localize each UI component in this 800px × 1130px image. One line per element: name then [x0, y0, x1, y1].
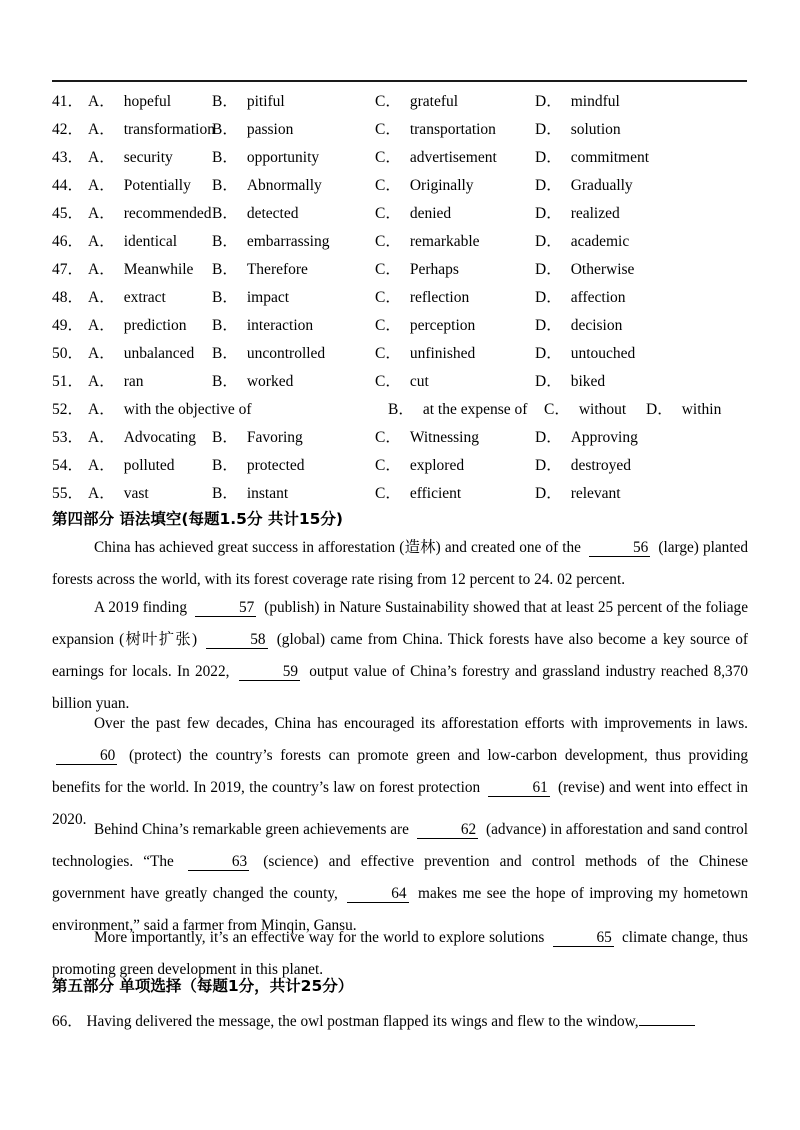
mcq-option-D[interactable]	[535, 368, 605, 396]
option-letter-A: A．	[88, 317, 115, 334]
option-letter-B: B．	[212, 233, 238, 250]
mcq-option-A[interactable]	[88, 88, 171, 116]
header-divider	[52, 80, 747, 82]
option-letter-D: D．	[535, 457, 562, 474]
paragraph-4-text-part-4: makes me see the hope of improving my hometown environment,” said a farmer from Minqin, Gansu.	[52, 885, 749, 934]
mcq-option-A[interactable]	[88, 452, 175, 480]
option-text-D: academic	[570, 233, 630, 250]
option-letter-B: B．	[212, 121, 238, 138]
mcq-row	[0, 200, 800, 228]
option-letter-D: D．	[535, 345, 562, 362]
option-letter-B: B．	[212, 429, 238, 446]
mcq-option-B[interactable]	[212, 200, 298, 228]
option-letter-A: A．	[88, 485, 115, 502]
option-text-D: solution	[570, 121, 621, 138]
blank-65[interactable]: 65	[553, 930, 614, 947]
cloze-paragraph-2	[52, 592, 748, 720]
question-number: 45．	[52, 205, 84, 222]
mcq-row	[0, 144, 800, 172]
option-text-C: grateful	[409, 93, 459, 110]
blank-56[interactable]: 56	[589, 540, 650, 557]
option-letter-B: B．	[212, 373, 238, 390]
mcq-row	[0, 480, 800, 508]
mcq-option-C[interactable]	[375, 284, 469, 312]
option-text-A: prediction	[123, 317, 187, 334]
option-text-D: decision	[570, 317, 623, 334]
option-text-B: detected	[246, 205, 299, 222]
paragraph-2-text-part-3: (global) came from China. Thick forests have also become a key source of earnings for locals. In 2022,	[52, 631, 748, 680]
question-number: 53．	[52, 429, 84, 446]
mcq-row	[0, 396, 800, 424]
option-text-C: perception	[409, 317, 476, 334]
option-letter-A: A．	[88, 373, 115, 390]
option-letter-A: A．	[88, 149, 115, 166]
option-text-B: opportunity	[246, 149, 320, 166]
mcq-option-B[interactable]	[212, 424, 303, 452]
mcq-option-A[interactable]	[88, 116, 215, 144]
question-number: 55．	[52, 485, 84, 502]
option-text-A: unbalanced	[123, 345, 195, 362]
mcq-option-B[interactable]	[212, 312, 313, 340]
option-letter-D: D．	[535, 429, 562, 446]
option-letter-C: C．	[375, 373, 401, 390]
mcq-option-D[interactable]	[535, 340, 635, 368]
blank-58[interactable]: 58	[206, 632, 267, 649]
option-letter-A: A．	[88, 233, 115, 250]
question-number: 54．	[52, 457, 84, 474]
option-text-B: uncontrolled	[246, 345, 326, 362]
option-letter-B: B．	[212, 457, 238, 474]
mcq-option-D[interactable]	[535, 480, 621, 508]
mcq-row	[0, 228, 800, 256]
mcq-option-C[interactable]	[375, 424, 479, 452]
multiple-choice-options-block	[0, 88, 800, 508]
option-letter-A: A．	[88, 429, 115, 446]
option-text-B: at the expense of	[422, 401, 528, 418]
option-text-C: transportation	[409, 121, 496, 138]
question-66-text: Having delivered the message, the owl postman flapped its wings and flew to the window,	[86, 1013, 639, 1030]
option-letter-D: D．	[535, 317, 562, 334]
mcq-option-A[interactable]	[88, 228, 177, 256]
mcq-option-B[interactable]	[388, 396, 527, 424]
option-letter-A: A．	[88, 261, 115, 278]
question-number: 42．	[52, 121, 84, 138]
question-66	[52, 1008, 752, 1036]
option-text-D: commitment	[570, 149, 650, 166]
option-text-D: biked	[570, 373, 606, 390]
mcq-option-C[interactable]	[375, 144, 497, 172]
mcq-option-C[interactable]	[375, 368, 429, 396]
option-text-A: security	[123, 149, 173, 166]
mcq-row	[0, 88, 800, 116]
mcq-option-C[interactable]	[375, 452, 464, 480]
option-letter-B: B．	[212, 177, 238, 194]
paragraph-4-text-part-1: Behind China’s remarkable green achievements are	[94, 821, 409, 838]
paragraph-1-text-part-1: China has achieved great success in afforestation (造林) and created one of the	[94, 539, 581, 556]
option-text-A: vast	[123, 485, 149, 502]
option-letter-A: A．	[88, 289, 115, 306]
paragraph-3-text-part-2: (protect) the country’s forests can promote green and low-carbon development, thus providing benefits for the world. In 2019, the country’s law on forest protection	[52, 747, 748, 796]
option-text-B: Abnormally	[246, 177, 322, 194]
option-text-C: efficient	[409, 485, 462, 502]
option-letter-C: C．	[375, 429, 401, 446]
mcq-option-B[interactable]	[212, 144, 319, 172]
mcq-option-C[interactable]	[375, 228, 480, 256]
mcq-row	[0, 116, 800, 144]
mcq-option-C[interactable]	[375, 88, 458, 116]
option-letter-B: B．	[212, 485, 238, 502]
option-text-C: reflection	[409, 289, 470, 306]
mcq-option-C[interactable]	[375, 480, 461, 508]
paragraph-4-text-part-2: (advance) in afforestation and sand control technologies. “The	[52, 821, 749, 870]
question-number: 47．	[52, 261, 84, 278]
mcq-option-A[interactable]	[88, 396, 252, 424]
option-text-A: extract	[123, 289, 166, 306]
blank-59[interactable]: 59	[239, 664, 300, 681]
option-text-D: realized	[570, 205, 620, 222]
paragraph-3-text-part-3: (revise) and went into effect in 2020.	[52, 779, 748, 828]
mcq-row	[0, 312, 800, 340]
option-letter-C: C．	[375, 345, 401, 362]
paragraph-2-text-part-2: (publish) in Nature Sustainability showed that at least 25 percent of the foliage expansion (树叶扩张)	[52, 599, 748, 648]
blank-64[interactable]: 64	[347, 886, 408, 903]
option-letter-A: A．	[88, 177, 115, 194]
option-text-A: recommended	[123, 205, 212, 222]
mcq-row	[0, 368, 800, 396]
option-text-A: identical	[123, 233, 178, 250]
mcq-option-B[interactable]	[212, 340, 325, 368]
option-text-C: explored	[409, 457, 465, 474]
option-letter-B: B．	[212, 317, 238, 334]
option-letter-A: A．	[88, 345, 115, 362]
option-letter-D: D．	[535, 177, 562, 194]
option-letter-D: D．	[535, 205, 562, 222]
option-text-B: worked	[246, 373, 294, 390]
mcq-option-C[interactable]	[375, 200, 451, 228]
mcq-option-A[interactable]	[88, 172, 191, 200]
option-letter-A: A．	[88, 401, 115, 418]
mcq-option-D[interactable]	[535, 200, 620, 228]
mcq-row	[0, 452, 800, 480]
option-letter-D: D．	[535, 289, 562, 306]
option-text-B: instant	[246, 485, 289, 502]
option-letter-B: B．	[212, 93, 238, 110]
mcq-option-B[interactable]	[212, 452, 305, 480]
option-text-C: cut	[409, 373, 429, 390]
option-letter-D: D．	[535, 149, 562, 166]
option-text-D: Otherwise	[570, 261, 635, 278]
paragraph-4-text-part-3: (science) and effective prevention and control methods of the Chinese government have greatly changed the county,	[52, 853, 748, 902]
mcq-option-A[interactable]	[88, 368, 144, 396]
option-letter-C: C．	[544, 401, 570, 418]
mcq-option-D[interactable]	[535, 424, 638, 452]
option-text-B: pitiful	[246, 93, 285, 110]
option-text-C: Originally	[409, 177, 474, 194]
question-number: 46．	[52, 233, 84, 250]
mcq-option-D[interactable]	[535, 172, 633, 200]
blank-62[interactable]: 62	[417, 822, 478, 839]
mcq-option-C[interactable]	[375, 312, 475, 340]
blank-66[interactable]	[639, 1025, 695, 1026]
option-letter-C: C．	[375, 149, 401, 166]
option-text-D: Approving	[570, 429, 638, 446]
option-text-C: Witnessing	[409, 429, 479, 446]
option-letter-B: B．	[212, 345, 238, 362]
mcq-option-B[interactable]	[212, 284, 289, 312]
option-text-A: with the objective of	[123, 401, 252, 418]
option-text-B: impact	[246, 289, 290, 306]
mcq-option-A[interactable]	[88, 312, 187, 340]
mcq-option-A[interactable]	[88, 424, 196, 452]
paragraph-2-text-part-1: A 2019 finding	[94, 599, 187, 616]
option-text-B: interaction	[246, 317, 314, 334]
option-text-B: Favoring	[246, 429, 303, 446]
option-letter-C: C．	[375, 177, 401, 194]
mcq-option-A[interactable]	[88, 480, 149, 508]
option-letter-C: C．	[375, 317, 401, 334]
mcq-option-C[interactable]	[544, 396, 626, 424]
option-text-C: remarkable	[409, 233, 480, 250]
mcq-option-D[interactable]	[535, 312, 622, 340]
option-text-A: polluted	[123, 457, 175, 474]
mcq-option-C[interactable]	[375, 116, 496, 144]
mcq-option-D[interactable]	[535, 144, 649, 172]
mcq-option-B[interactable]	[212, 172, 322, 200]
option-text-D: relevant	[570, 485, 621, 502]
mcq-row	[0, 284, 800, 312]
option-text-A: transformation	[123, 121, 215, 138]
option-letter-C: C．	[375, 485, 401, 502]
mcq-option-B[interactable]	[212, 88, 285, 116]
option-letter-C: C．	[375, 261, 401, 278]
mcq-option-A[interactable]	[88, 144, 173, 172]
mcq-option-C[interactable]	[375, 256, 459, 284]
mcq-option-C[interactable]	[375, 340, 475, 368]
section-4-heading: 第四部分 语法填空(每题1.5分 共计15分)	[52, 510, 343, 528]
option-text-A: Meanwhile	[123, 261, 194, 278]
option-text-C: denied	[409, 205, 452, 222]
option-letter-C: C．	[375, 121, 401, 138]
question-number: 48．	[52, 289, 84, 306]
option-letter-B: B．	[212, 289, 238, 306]
option-text-D: affection	[570, 289, 626, 306]
blank-60[interactable]: 60	[56, 748, 117, 765]
option-text-A: hopeful	[123, 93, 172, 110]
mcq-option-B[interactable]	[212, 480, 288, 508]
paragraph-3-text-part-1: Over the past few decades, China has encouraged its afforestation efforts with improvements in laws.	[94, 715, 748, 732]
option-letter-C: C．	[375, 233, 401, 250]
option-text-B: Therefore	[246, 261, 308, 278]
mcq-option-D[interactable]	[535, 228, 629, 256]
option-letter-D: D．	[535, 233, 562, 250]
option-text-C: Perhaps	[409, 261, 459, 278]
option-text-D: within	[681, 401, 722, 418]
mcq-row	[0, 424, 800, 452]
mcq-option-A[interactable]	[88, 340, 194, 368]
option-text-A: Potentially	[123, 177, 191, 194]
mcq-option-D[interactable]	[646, 396, 721, 424]
blank-63[interactable]: 63	[188, 854, 249, 871]
option-letter-C: C．	[375, 205, 401, 222]
option-letter-A: A．	[88, 457, 115, 474]
question-number: 49．	[52, 317, 84, 334]
option-letter-D: D．	[535, 121, 562, 138]
option-letter-B: B．	[212, 261, 238, 278]
cloze-paragraph-1	[52, 532, 748, 596]
option-letter-A: A．	[88, 121, 115, 138]
blank-61[interactable]: 61	[488, 780, 549, 797]
question-number: 52．	[52, 401, 84, 418]
option-letter-A: A．	[88, 205, 115, 222]
option-letter-B: B．	[212, 205, 238, 222]
mcq-row	[0, 340, 800, 368]
option-text-D: Gradually	[570, 177, 633, 194]
mcq-option-B[interactable]	[212, 116, 293, 144]
option-letter-D: D．	[646, 401, 673, 418]
option-letter-A: A．	[88, 93, 115, 110]
option-text-A: ran	[123, 373, 144, 390]
question-number: 44．	[52, 177, 84, 194]
mcq-option-D[interactable]	[535, 452, 631, 480]
mcq-option-A[interactable]	[88, 256, 193, 284]
option-letter-D: D．	[535, 93, 562, 110]
mcq-row	[0, 172, 800, 200]
section-5-heading: 第五部分 单项选择（每题1分，共计25分）	[52, 977, 354, 995]
blank-57[interactable]: 57	[195, 600, 256, 617]
option-text-D: untouched	[570, 345, 636, 362]
option-letter-C: C．	[375, 93, 401, 110]
option-text-B: passion	[246, 121, 294, 138]
mcq-option-B[interactable]	[212, 368, 293, 396]
option-letter-B: B．	[212, 149, 238, 166]
option-letter-D: D．	[535, 261, 562, 278]
option-letter-D: D．	[535, 485, 562, 502]
mcq-option-A[interactable]	[88, 200, 212, 228]
option-letter-C: C．	[375, 457, 401, 474]
question-number: 50．	[52, 345, 84, 362]
option-text-D: destroyed	[570, 457, 631, 474]
mcq-option-B[interactable]	[212, 228, 329, 256]
mcq-option-B[interactable]	[212, 256, 308, 284]
mcq-option-A[interactable]	[88, 284, 166, 312]
option-text-C: unfinished	[409, 345, 476, 362]
option-text-C: advertisement	[409, 149, 497, 166]
option-text-A: Advocating	[123, 429, 197, 446]
mcq-option-C[interactable]	[375, 172, 474, 200]
question-number: 51．	[52, 373, 84, 390]
mcq-option-D[interactable]	[535, 116, 621, 144]
mcq-option-D[interactable]	[535, 88, 620, 116]
question-number: 41．	[52, 93, 84, 110]
option-text-B: protected	[246, 457, 305, 474]
option-letter-D: D．	[535, 373, 562, 390]
paragraph-5-text-part-2: climate change, thus promoting green development in this planet.	[52, 929, 749, 978]
option-letter-C: C．	[375, 289, 401, 306]
option-text-D: mindful	[570, 93, 620, 110]
paragraph-1-text-part-2: (large) planted forests across the world, with its forest coverage rate rising from 12 percent to 24. 02 percent.	[52, 539, 749, 588]
paragraph-5-text-part-1: More importantly, it’s an effective way for the world to explore solutions	[94, 929, 545, 946]
option-letter-B: B．	[388, 401, 414, 418]
option-text-C: without	[578, 401, 627, 418]
question-66-number: 66．	[52, 1013, 83, 1030]
paragraph-2-text-part-4: output value of China’s forestry and grassland industry reached 8,370 billion yuan.	[52, 663, 748, 712]
option-text-B: embarrassing	[246, 233, 330, 250]
mcq-option-D[interactable]	[535, 256, 634, 284]
mcq-row	[0, 256, 800, 284]
question-number: 43．	[52, 149, 84, 166]
mcq-option-D[interactable]	[535, 284, 626, 312]
